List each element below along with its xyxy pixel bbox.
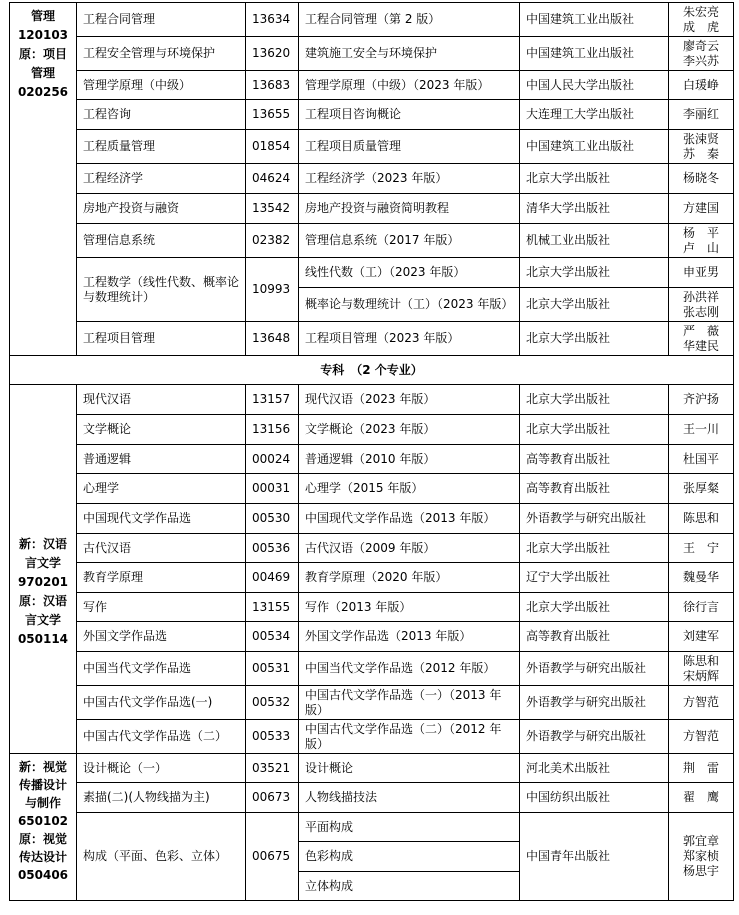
book-title: 房地产投资与融资简明教程 xyxy=(299,194,520,224)
course-name: 文学概论 xyxy=(77,415,246,445)
course-code: 00531 xyxy=(246,652,299,686)
publisher: 大连理工大学出版社 xyxy=(520,100,669,130)
course-code: 13634 xyxy=(246,3,299,37)
course-code: 13157 xyxy=(246,385,299,415)
publisher: 北京大学出版社 xyxy=(520,164,669,194)
book-title: 现代汉语（2023 年版） xyxy=(299,385,520,415)
author: 翟 鹰 xyxy=(669,783,734,813)
table-row xyxy=(10,534,734,563)
course-name: 构成（平面、色彩、立体） xyxy=(77,813,246,901)
book-title: 工程经济学（2023 年版） xyxy=(299,164,520,194)
publisher: 外语教学与研究出版社 xyxy=(520,652,669,686)
book-title: 普通逻辑（2010 年版） xyxy=(299,445,520,474)
book-title: 立体构成 xyxy=(299,872,520,901)
major-cell: 管理 120103 原：项目 管理 020256 xyxy=(10,3,77,356)
course-name: 素描(二)(人物线描为主) xyxy=(77,783,246,813)
book-title: 中国当代文学作品选（2012 年版） xyxy=(299,652,520,686)
course-code: 00533 xyxy=(246,720,299,754)
course-code: 13620 xyxy=(246,37,299,71)
course-code: 00675 xyxy=(246,813,299,901)
course-code: 00024 xyxy=(246,445,299,474)
book-title: 教育学原理（2020 年版） xyxy=(299,563,520,593)
course-name: 写作 xyxy=(77,593,246,622)
author: 陈思和 宋炳辉 xyxy=(669,652,734,686)
publisher: 北京大学出版社 xyxy=(520,322,669,356)
table-row xyxy=(10,100,734,130)
publisher: 北京大学出版社 xyxy=(520,415,669,445)
course-code: 04624 xyxy=(246,164,299,194)
author: 廖奇云 李兴苏 xyxy=(669,37,734,71)
course-name: 普通逻辑 xyxy=(77,445,246,474)
publisher: 外语教学与研究出版社 xyxy=(520,504,669,534)
publisher: 中国青年出版社 xyxy=(520,813,669,901)
table-row xyxy=(10,720,734,754)
course-name: 工程咨询 xyxy=(77,100,246,130)
course-code: 13655 xyxy=(246,100,299,130)
author: 方智范 xyxy=(669,720,734,754)
author: 方建国 xyxy=(669,194,734,224)
book-title: 中国现代文学作品选（2013 年版） xyxy=(299,504,520,534)
book-title: 古代汉语（2009 年版） xyxy=(299,534,520,563)
course-code: 00673 xyxy=(246,783,299,813)
major-cell: 新：汉语 言文学 970201 原：汉语 言文学 050114 xyxy=(10,385,77,754)
book-title: 线性代数（工）（2023 年版） xyxy=(299,258,520,288)
table-row xyxy=(10,563,734,593)
book-title: 写作（2013 年版） xyxy=(299,593,520,622)
author: 杨 平 卢 山 xyxy=(669,224,734,258)
book-title: 心理学（2015 年版） xyxy=(299,474,520,504)
course-name: 外国文学作品选 xyxy=(77,622,246,652)
table-row xyxy=(10,37,734,71)
table-row xyxy=(10,652,734,686)
book-title: 平面构成 xyxy=(299,813,520,842)
course-code: 10993 xyxy=(246,258,299,322)
course-name: 设计概论（一） xyxy=(77,754,246,783)
course-name: 心理学 xyxy=(77,474,246,504)
publisher: 中国人民大学出版社 xyxy=(520,71,669,100)
book-title: 工程项目管理（2023 年版） xyxy=(299,322,520,356)
table-row xyxy=(10,71,734,100)
course-name: 中国古代文学作品选(一) xyxy=(77,686,246,720)
author: 陈思和 xyxy=(669,504,734,534)
course-code: 00534 xyxy=(246,622,299,652)
table-row xyxy=(10,164,734,194)
publisher: 辽宁大学出版社 xyxy=(520,563,669,593)
author: 孙洪祥 张志刚 xyxy=(669,288,734,322)
author: 齐沪扬 xyxy=(669,385,734,415)
book-title: 外国文学作品选（2013 年版） xyxy=(299,622,520,652)
publisher: 北京大学出版社 xyxy=(520,385,669,415)
book-title: 工程项目质量管理 xyxy=(299,130,520,164)
author: 李丽红 xyxy=(669,100,734,130)
table-row xyxy=(10,474,734,504)
course-code: 00530 xyxy=(246,504,299,534)
table-row xyxy=(10,194,734,224)
author: 张涑贤 苏 秦 xyxy=(669,130,734,164)
publisher: 外语教学与研究出版社 xyxy=(520,686,669,720)
publisher: 外语教学与研究出版社 xyxy=(520,720,669,754)
author: 白瑗峥 xyxy=(669,71,734,100)
course-table xyxy=(9,2,734,901)
table-row xyxy=(10,322,734,356)
publisher: 中国纺织出版社 xyxy=(520,783,669,813)
table-row xyxy=(10,593,734,622)
table-row xyxy=(10,3,734,37)
author: 刘建军 xyxy=(669,622,734,652)
table-row xyxy=(10,385,734,415)
course-name: 教育学原理 xyxy=(77,563,246,593)
publisher: 北京大学出版社 xyxy=(520,288,669,322)
author: 申亚男 xyxy=(669,258,734,288)
course-code: 03521 xyxy=(246,754,299,783)
table-row xyxy=(10,686,734,720)
author: 魏曼华 xyxy=(669,563,734,593)
table-row xyxy=(10,754,734,783)
table-row xyxy=(10,130,734,164)
course-code: 00536 xyxy=(246,534,299,563)
publisher: 河北美术出版社 xyxy=(520,754,669,783)
book-title: 文学概论（2023 年版） xyxy=(299,415,520,445)
course-name: 房地产投资与融资 xyxy=(77,194,246,224)
publisher: 机械工业出版社 xyxy=(520,224,669,258)
table-row xyxy=(10,813,734,842)
book-title: 色彩构成 xyxy=(299,842,520,872)
section-divider-row xyxy=(10,356,734,385)
section-divider: 专科 （2 个专业） xyxy=(10,356,734,385)
course-code: 13542 xyxy=(246,194,299,224)
course-name: 工程安全管理与环境保护 xyxy=(77,37,246,71)
author: 王一川 xyxy=(669,415,734,445)
table-row xyxy=(10,258,734,288)
course-code: 00031 xyxy=(246,474,299,504)
author: 荆 雷 xyxy=(669,754,734,783)
course-code: 13683 xyxy=(246,71,299,100)
publisher: 中国建筑工业出版社 xyxy=(520,3,669,37)
publisher: 高等教育出版社 xyxy=(520,622,669,652)
course-name: 工程项目管理 xyxy=(77,322,246,356)
course-name: 工程经济学 xyxy=(77,164,246,194)
author: 徐行言 xyxy=(669,593,734,622)
major-cell: 新：视觉 传播设计 与制作 650102 原：视觉 传达设计 050406 xyxy=(10,754,77,901)
course-name: 工程质量管理 xyxy=(77,130,246,164)
course-name: 工程数学（线性代数、概率论与数理统计） xyxy=(77,258,246,322)
course-code: 13648 xyxy=(246,322,299,356)
book-title: 中国古代文学作品选（一）（2013 年版） xyxy=(299,686,520,720)
publisher: 中国建筑工业出版社 xyxy=(520,37,669,71)
author: 郭宜章 郑家桢 杨思宇 xyxy=(669,813,734,901)
course-name: 现代汉语 xyxy=(77,385,246,415)
course-code: 01854 xyxy=(246,130,299,164)
publisher: 清华大学出版社 xyxy=(520,194,669,224)
book-title: 工程合同管理（第 2 版） xyxy=(299,3,520,37)
publisher: 北京大学出版社 xyxy=(520,258,669,288)
table-row xyxy=(10,224,734,258)
book-title: 设计概论 xyxy=(299,754,520,783)
table-row xyxy=(10,445,734,474)
publisher: 北京大学出版社 xyxy=(520,534,669,563)
course-name: 中国古代文学作品选（二） xyxy=(77,720,246,754)
author: 严 薇 华建民 xyxy=(669,322,734,356)
course-code: 13155 xyxy=(246,593,299,622)
book-title: 建筑施工安全与环境保护 xyxy=(299,37,520,71)
course-name: 中国当代文学作品选 xyxy=(77,652,246,686)
author: 杜国平 xyxy=(669,445,734,474)
table-row xyxy=(10,622,734,652)
book-title: 人物线描技法 xyxy=(299,783,520,813)
course-code: 02382 xyxy=(246,224,299,258)
table-row xyxy=(10,415,734,445)
course-name: 管理信息系统 xyxy=(77,224,246,258)
author: 张厚粲 xyxy=(669,474,734,504)
author: 王 宁 xyxy=(669,534,734,563)
course-name: 工程合同管理 xyxy=(77,3,246,37)
table-row xyxy=(10,783,734,813)
publisher: 北京大学出版社 xyxy=(520,593,669,622)
publisher: 中国建筑工业出版社 xyxy=(520,130,669,164)
course-name: 中国现代文学作品选 xyxy=(77,504,246,534)
book-title: 管理学原理（中级）（2023 年版） xyxy=(299,71,520,100)
course-code: 00469 xyxy=(246,563,299,593)
author: 方智范 xyxy=(669,686,734,720)
publisher: 高等教育出版社 xyxy=(520,445,669,474)
author: 杨晓冬 xyxy=(669,164,734,194)
table-row xyxy=(10,504,734,534)
book-title: 工程项目咨询概论 xyxy=(299,100,520,130)
course-code: 13156 xyxy=(246,415,299,445)
course-name: 管理学原理（中级） xyxy=(77,71,246,100)
book-title: 中国古代文学作品选（二）（2012 年版） xyxy=(299,720,520,754)
book-title: 管理信息系统（2017 年版） xyxy=(299,224,520,258)
book-title: 概率论与数理统计（工）（2023 年版） xyxy=(299,288,520,322)
course-name: 古代汉语 xyxy=(77,534,246,563)
course-code: 00532 xyxy=(246,686,299,720)
publisher: 高等教育出版社 xyxy=(520,474,669,504)
author: 朱宏亮 成 虎 xyxy=(669,3,734,37)
